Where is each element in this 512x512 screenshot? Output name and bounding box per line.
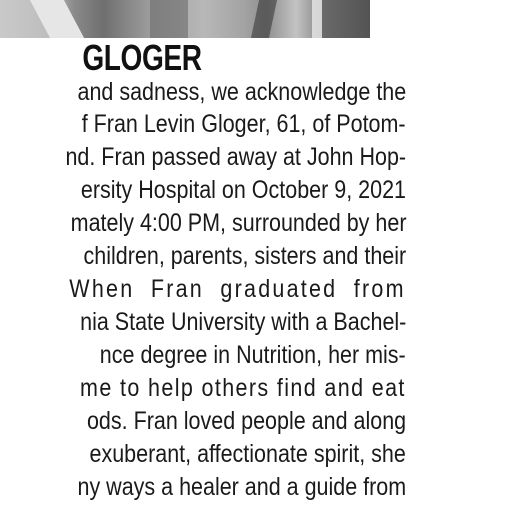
body-line: ods. Fran loved people and along: [86, 407, 406, 435]
body-line: me to help others find and eat: [80, 374, 406, 402]
body-line: mately 4:00 PM, surrounded by her: [70, 209, 406, 237]
body-line: ersity Hospital on October 9, 2021: [80, 176, 406, 204]
body-line: exuberant, affectionate spirit, she: [89, 440, 406, 468]
body-line: and sadness, we acknowledge the: [77, 78, 406, 106]
body-line: ny ways a healer and a guide from: [77, 473, 406, 501]
body-line: nd. Fran passed away at John Hop-: [65, 143, 406, 171]
body-line: When Fran graduated from: [61, 275, 406, 303]
body-line: children, parents, sisters and their: [83, 242, 406, 270]
body-line: f Fran Levin Gloger, 61, of Potom-: [82, 110, 406, 138]
body-line: nce degree in Nutrition, her mis-: [100, 341, 406, 369]
body-line: nia State University with a Bachel-: [79, 308, 406, 336]
obituary-name-heading: GLOGER: [82, 37, 202, 78]
portrait-photo: [0, 0, 370, 38]
